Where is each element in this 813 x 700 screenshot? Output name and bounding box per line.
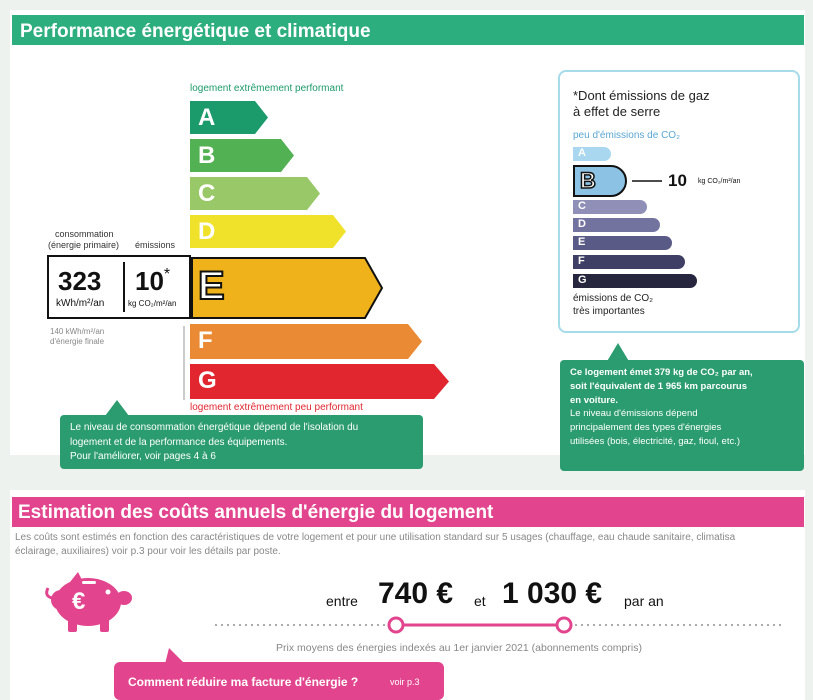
range-min-marker [389,618,403,632]
prices-note: Prix moyens des énergies indexés au 1er janvier 2021 (abonnements compris) [276,642,642,654]
ges-callout-line2: principalement des types d'énergies [570,422,722,434]
emissions-number: 10 [135,266,164,296]
dpe-top-label: logement extrêmement performant [190,83,344,94]
reduce-bill-button[interactable] [114,662,444,700]
ges-callout-bold3: en voiture. [570,394,619,406]
dpe-callout-line2: logement et de la performance des équipements. [70,436,288,448]
consumption-label: consommation [55,229,114,239]
cost-and: et [474,593,486,609]
ges-callout-bold2: soit l'équivalent de 1 965 km parcourus [570,380,748,392]
dpe-letter-g: G [198,367,217,394]
emissions-label: émissions [135,240,176,250]
ges-top-label: peu d'émissions de CO₂ [573,130,680,141]
ges-letter-f: F [578,255,585,267]
ges-letter-a: A [578,147,586,159]
piggy-bank-icon [40,570,135,635]
ges-letter-e: E [578,236,586,248]
ges-letter-b: B [580,168,596,193]
consumption-sublabel: (énergie primaire) [48,240,120,250]
ges-title-line2: à effet de serre [573,104,661,119]
ges-callout-line3: utilisées (bois, électricité, gaz, fioul, etc.) [570,435,741,447]
dpe-letter-e: E [198,264,225,308]
ges-bottom-label1: émissions de CO₂ [573,293,654,304]
emissions-star: * [163,266,171,283]
ges-letter-c: C [578,200,586,212]
cost-between: entre [326,593,358,609]
dpe-callout-line3: Pour l'améliorer, voir pages 4 à 6 [70,451,216,462]
costs-header [12,497,804,527]
final-energy-line1: 140 kWh/m²/an [50,327,105,336]
costs-desc-line2: éclairage, auxiliaires) voir p.3 pour voir les détails par poste. [15,546,281,557]
piggy-euro-symbol: € [72,588,86,615]
ges-unit: kg CO₂/m²/an [698,178,741,185]
ges-bar-g [573,274,697,288]
costs-desc-line1: Les coûts sont estimés en fonction des caractéristiques de votre logement et pour une utilisation standard sur 5 usages (chauffage, eau chaude sanitaire, climatisa [15,532,736,543]
final-energy-line2: d'énergie finale [50,337,105,346]
dpe-letter-c: C [198,180,216,207]
ges-callout-line1: Le niveau d'émissions dépend [570,408,698,420]
cost-max: 1 030 € [502,577,603,610]
ges-bottom-label2: très importantes [573,306,645,317]
ges-callout [560,360,804,471]
ges-letter-d: D [578,218,586,230]
ges-bar-e [573,236,672,250]
range-max-marker [557,618,571,632]
ges-title-line1: *Dont émissions de gaz [573,88,710,103]
emissions-unit: kg CO₂/m²/an [128,299,177,308]
cost-min: 740 € [378,577,454,610]
dpe-letter-f: F [198,327,213,354]
dpe-bottom-label: logement extrêmement peu performant [190,402,363,413]
dpe-letter-a: A [198,104,216,131]
ges-bar-f [573,255,685,269]
ges-letter-g: G [578,274,587,286]
costs-title: Estimation des coûts annuels d'énergie du logement [18,502,494,523]
reduce-bill-ref: voir p.3 [390,677,420,687]
dpe-letter-b: B [198,142,216,169]
consumption-value: 323 [58,266,102,296]
ges-callout-bold1: Ce logement émet 379 kg de CO₂ par an, [570,367,753,378]
cost-range-line [210,615,790,635]
consumption-unit: kWh/m²/an [56,298,105,309]
ges-bar-d [573,218,660,232]
reduce-bill-label: Comment réduire ma facture d'énergie ? [128,675,359,689]
dpe-callout-line1: Le niveau de consommation énergétique dépend de l'isolation du [70,422,359,433]
dpe-letter-d: D [198,218,216,245]
dpe-title: Performance énergétique et climatique [20,21,371,42]
cost-per-year: par an [624,593,664,609]
ges-value: 10 [668,171,687,190]
